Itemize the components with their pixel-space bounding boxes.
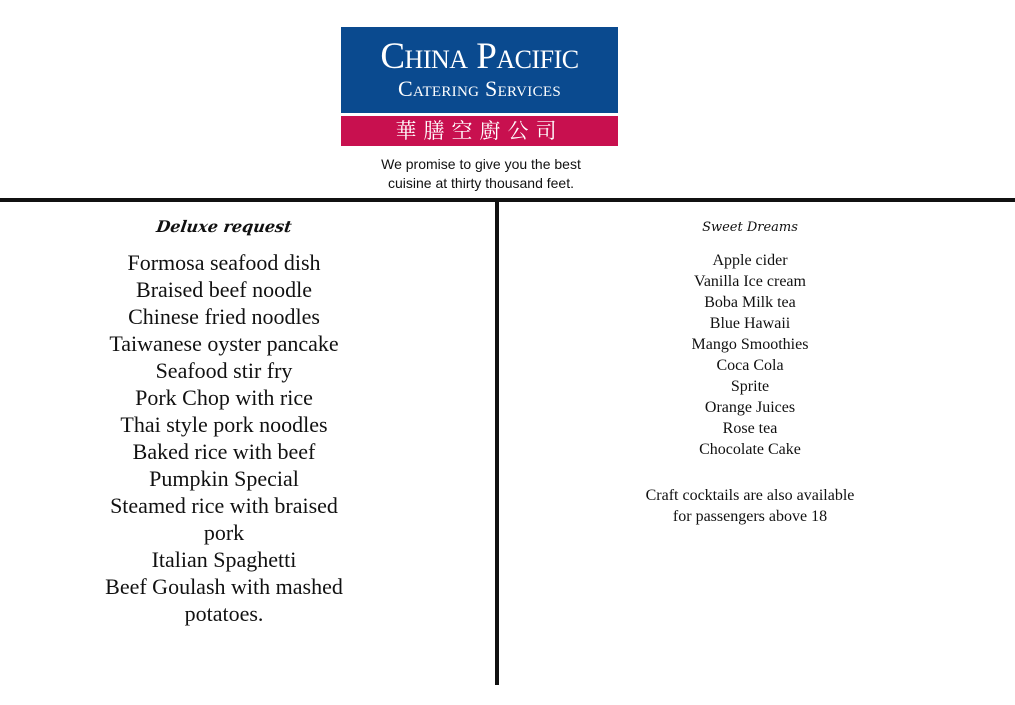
menu-item: Taiwanese oyster pancake — [109, 331, 339, 356]
vertical-divider — [495, 200, 499, 685]
tagline — [330, 155, 632, 193]
sweet-dreams-heading: Sweet Dreams — [702, 220, 798, 235]
menu-item: Blue Hawaii — [709, 315, 791, 332]
menu-item: Beef Goulash with mashed — [105, 574, 343, 599]
menu-item: Vanilla Ice cream — [694, 273, 806, 290]
menu-item: potatoes. — [184, 601, 264, 626]
menu-item: Sprite — [730, 378, 770, 395]
menu-item: Formosa seafood dish — [127, 250, 321, 275]
logo-chinese-name: 華膳空廚公司 — [341, 116, 618, 146]
menu-item: Seafood stir fry — [155, 358, 293, 383]
logo-company-name: China Pacific — [380, 36, 579, 77]
deluxe-menu-column — [84, 215, 364, 627]
menu-item: pork — [203, 520, 245, 545]
horizontal-divider — [0, 198, 1015, 202]
company-logo — [341, 27, 618, 113]
tagline-line-2: cuisine at thirty thousand feet. — [388, 175, 574, 191]
menu-item: Italian Spaghetti — [151, 547, 297, 572]
menu-item: Apple cider — [712, 252, 788, 269]
menu-item: Steamed rice with braised — [110, 493, 338, 518]
sweet-dreams-column — [615, 218, 885, 527]
menu-item: Baked rice with beef — [132, 439, 316, 464]
menu-item: Coca Cola — [716, 357, 784, 374]
deluxe-menu-list — [84, 249, 364, 627]
menu-item: Pork Chop with rice — [135, 385, 313, 410]
menu-item: Boba Milk tea — [704, 294, 796, 311]
menu-item: Chocolate Cake — [699, 441, 801, 458]
menu-item: Orange Juices — [704, 399, 796, 416]
tagline-line-1: We promise to give you the best — [381, 156, 581, 172]
deluxe-menu-heading: Deluxe request — [155, 217, 293, 236]
sweet-dreams-list — [615, 250, 885, 460]
menu-item: Thai style pork noodles — [120, 412, 328, 437]
menu-item: Mango Smoothies — [691, 336, 809, 353]
menu-item: Rose tea — [722, 420, 778, 437]
menu-item: Pumpkin Special — [149, 466, 299, 491]
cocktail-note-line-1: Craft cocktails are also available — [645, 487, 855, 504]
cocktail-note — [615, 485, 885, 527]
cocktail-note-line-2: for passengers above 18 — [672, 508, 828, 525]
logo-division-name: Catering Services — [398, 76, 561, 101]
menu-item: Chinese fried noodles — [128, 304, 320, 329]
menu-item: Braised beef noodle — [136, 277, 312, 302]
